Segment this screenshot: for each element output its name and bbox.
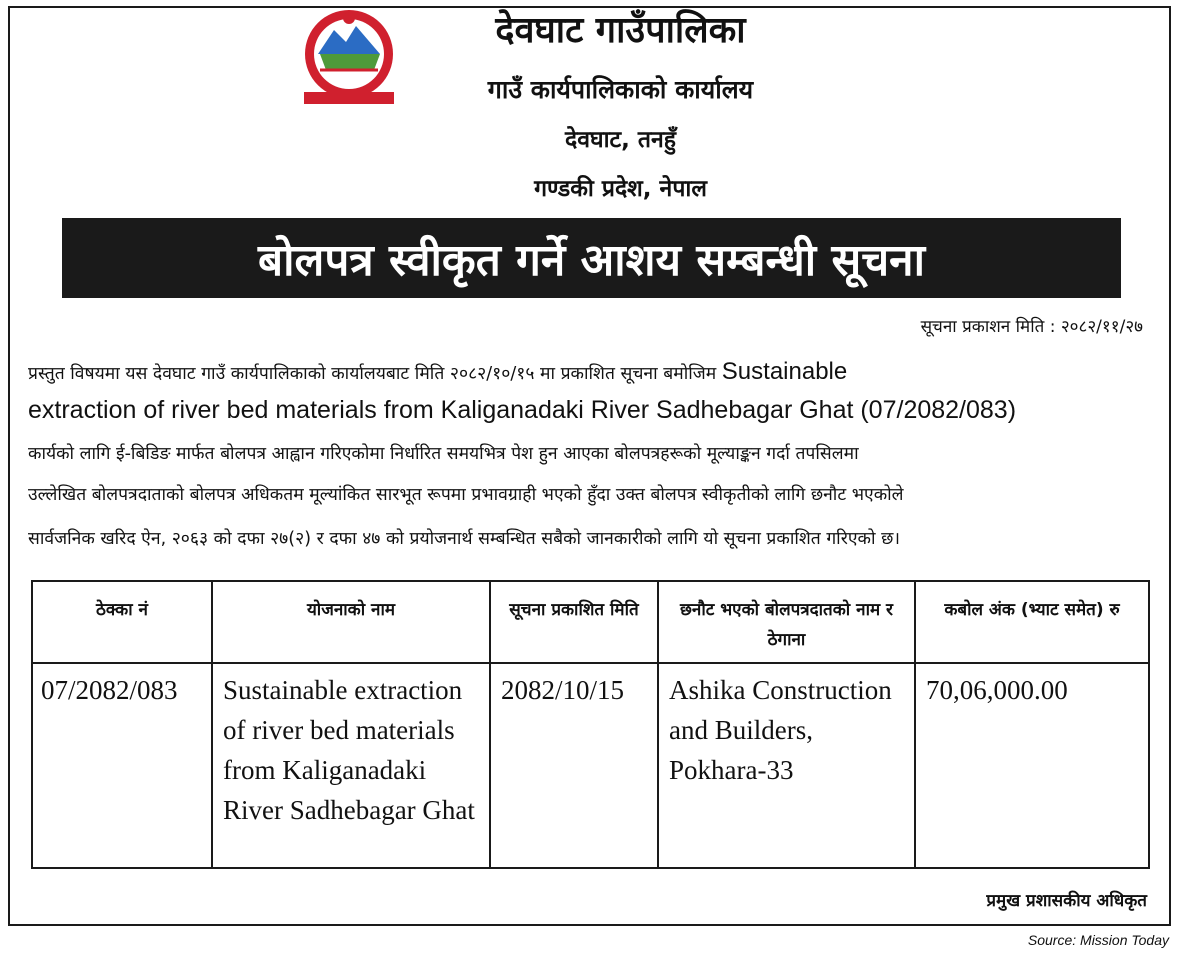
source-credit: Source: Mission Today — [1027, 932, 1169, 948]
signatory: प्रमुख प्रशासकीय अधिकृत — [986, 891, 1147, 911]
cell-published-date: 2082/10/15 — [490, 663, 658, 868]
office-name: देवघाट गाउँपालिका — [495, 10, 746, 51]
header-published-date: सूचना प्रकाशित मिति — [490, 581, 658, 663]
bid-table — [31, 580, 1150, 869]
body-line-1-np: प्रस्तुत विषयमा यस देवघाट गाउँ कार्यपालिकाको कार्यालयबाट मिति २०८२/१०/१५ मा प्रकाशित सूचना बमोजिम — [28, 364, 717, 384]
office-location: देवघाट, तनहुँ — [565, 127, 676, 153]
body-line-4: उल्लेखित बोलपत्रदाताको बोलपत्र अधिकतम मूल्यांकित सारभूत रूपमा प्रभावग्राही भएको हुँदा उक्त बोलपत्र स्वीकृतीको लागि छनौट भएकोले — [28, 485, 904, 505]
header-project-name: योजनाको नाम — [212, 581, 490, 663]
table-header-row — [32, 581, 1149, 663]
cell-amount: 70,06,000.00 — [915, 663, 1149, 868]
cell-project-name: Sustainable extraction of river bed materials from Kaliganadaki River Sadhebagar Ghat — [212, 663, 490, 868]
body-line-1 — [28, 360, 1154, 384]
notice-title: बोलपत्र स्वीकृत गर्ने आशय सम्बन्धी सूचना — [258, 235, 925, 286]
header-amount: कबोल अंक (भ्याट समेत) रु — [915, 581, 1149, 663]
office-province: गण्डकी प्रदेश, नेपाल — [534, 176, 707, 202]
header-bidder: छनौट भएको बोलपत्रदातको नाम र ठेगाना — [658, 581, 915, 663]
notice-title-banner — [62, 218, 1121, 298]
table-row — [32, 663, 1149, 868]
publication-date: सूचना प्रकाशन मिति : २०८२/११/२७ — [920, 317, 1143, 337]
body-line-2: extraction of river bed materials from Kaliganadaki River Sadhebagar Ghat (07/2082/083) — [28, 396, 1017, 424]
body-line-1-en: Sustainable — [721, 358, 848, 385]
cell-contract-no: 07/2082/083 — [32, 663, 212, 868]
body-line-5: सार्वजनिक खरिद ऐन, २०६३ को दफा २७(२) र दफा ४७ को प्रयोजनार्थ सम्बन्धित सबैको जानकारीको लागि यो सूचना प्रकाशित गरिएको छ। — [28, 529, 900, 549]
cell-bidder: Ashika Construction and Builders, Pokhara-33 — [658, 663, 915, 868]
office-subtitle: गाउँ कार्यपालिकाको कार्यालय — [487, 75, 754, 104]
header-contract-no: ठेक्का नं — [32, 581, 212, 663]
body-line-3: कार्यको लागि ई-बिडिङ मार्फत बोलपत्र आह्वान गरिएकोमा निर्धारित समयभित्र पेश हुन आएका बोलपत्रहरूको मूल्याङ्कन गर्दा तपसिलमा — [28, 444, 859, 464]
